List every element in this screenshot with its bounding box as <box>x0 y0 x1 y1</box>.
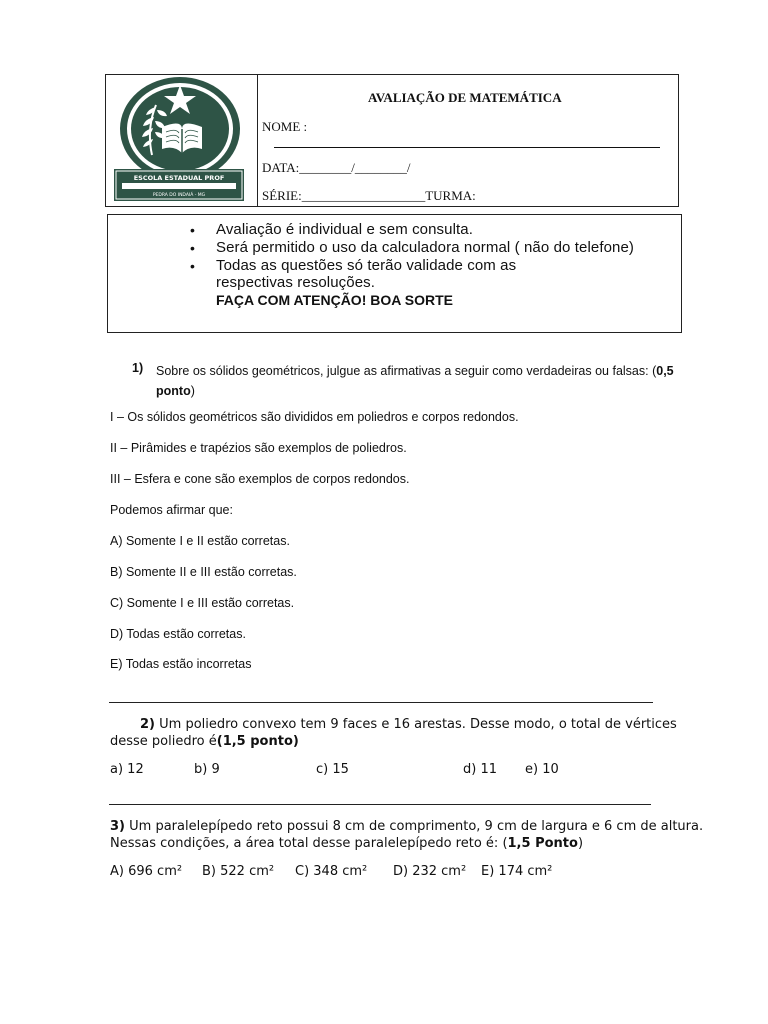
school-logo <box>112 77 250 205</box>
instruction-item-continued: respectivas resoluções. <box>216 274 376 291</box>
bullet-icon: • <box>190 258 195 274</box>
instruction-item: Será permitido o uso da calculadora normal ( não do telefone) <box>216 239 635 256</box>
instruction-item: Avaliação é individual e sem consulta. <box>216 221 474 238</box>
q2-option-e: e) 10 <box>525 762 559 777</box>
q1-option-c: C) Somente I e III estão corretas. <box>110 596 295 610</box>
instructions-box <box>107 214 682 333</box>
header-box <box>105 74 679 207</box>
q2-option-c: c) 15 <box>316 762 349 777</box>
date-label: DATA:________/________/ <box>262 160 411 175</box>
q3-option-a: A) 696 cm² <box>110 864 183 879</box>
separator-line <box>109 804 651 805</box>
logo-school-name: ESCOLA ESTADUAL PROF <box>133 174 225 182</box>
q2-number: 2) <box>140 717 155 732</box>
q1-points: 0,5 ponto <box>156 364 674 398</box>
q3-text: Um paralelepípedo reto possui 8 cm de comprimento, 9 cm de largura e 6 cm de altura. Nessas condições, a área total desse paralelepípedo reto é: ( <box>110 819 704 851</box>
q1-text: Sobre os sólidos geométricos, julgue as afirmativas a seguir como verdadeiras ou falsas: ( <box>156 364 657 378</box>
q1-number: 1) <box>132 361 144 375</box>
school-logo-cell <box>106 75 258 206</box>
series-class-label: SÉRIE:___________________TURMA: <box>262 188 476 203</box>
bullet-icon: • <box>190 240 195 256</box>
separator-line <box>109 702 653 703</box>
logo-city: PEDRA DO INDAIÁ - MG <box>152 193 206 198</box>
q2-text: Um poliedro convexo tem 9 faces e 16 arestas. Desse modo, o total de vértices desse poliedro é <box>110 717 677 749</box>
q3-option-e: E) 174 cm² <box>481 864 553 879</box>
good-luck-message: FAÇA COM ATENÇÃO! BOA SORTE <box>216 292 453 308</box>
q3-statement <box>110 818 720 852</box>
q1-option-a: A) Somente I e II estão corretas. <box>110 534 290 548</box>
q1-prompt: Podemos afirmar que: <box>110 503 233 517</box>
q1-text-end: ) <box>190 384 195 398</box>
q2-option-a: a) 12 <box>110 762 144 777</box>
q2-statement <box>110 716 710 750</box>
instruction-item: Todas as questões só terão validade com as <box>216 257 517 274</box>
q3-number: 3) <box>110 819 125 834</box>
q2-option-d: d) 11 <box>463 762 497 777</box>
q2-option-b: b) 9 <box>194 762 220 777</box>
q1-affirmation-3: III – Esfera e cone são exemplos de corpos redondos. <box>110 472 410 486</box>
q1-option-d: D) Todas estão corretas. <box>110 627 246 641</box>
q2-points: (1,5 ponto) <box>216 734 299 749</box>
name-label: NOME : <box>262 119 308 134</box>
q1-affirmation-2: II – Pirâmides e trapézios são exemplos de poliedros. <box>110 441 407 455</box>
q3-option-d: D) 232 cm² <box>393 864 467 879</box>
q3-option-c: C) 348 cm² <box>295 864 368 879</box>
q1-option-b: B) Somente II e III estão corretas. <box>110 565 297 579</box>
q3-points: 1,5 Ponto <box>507 836 578 851</box>
exam-title: AVALIAÇÃO DE MATEMÁTICA <box>368 90 562 105</box>
q3-text-end: ) <box>577 836 584 851</box>
q1-option-e: E) Todas estão incorretas <box>110 657 252 671</box>
q1-statement <box>156 361 696 401</box>
bullet-icon: • <box>190 222 195 238</box>
name-blank-line <box>274 147 660 148</box>
q3-option-b: B) 522 cm² <box>202 864 275 879</box>
q1-affirmation-1: I – Os sólidos geométricos são divididos em poliedros e corpos redondos. <box>110 410 519 424</box>
